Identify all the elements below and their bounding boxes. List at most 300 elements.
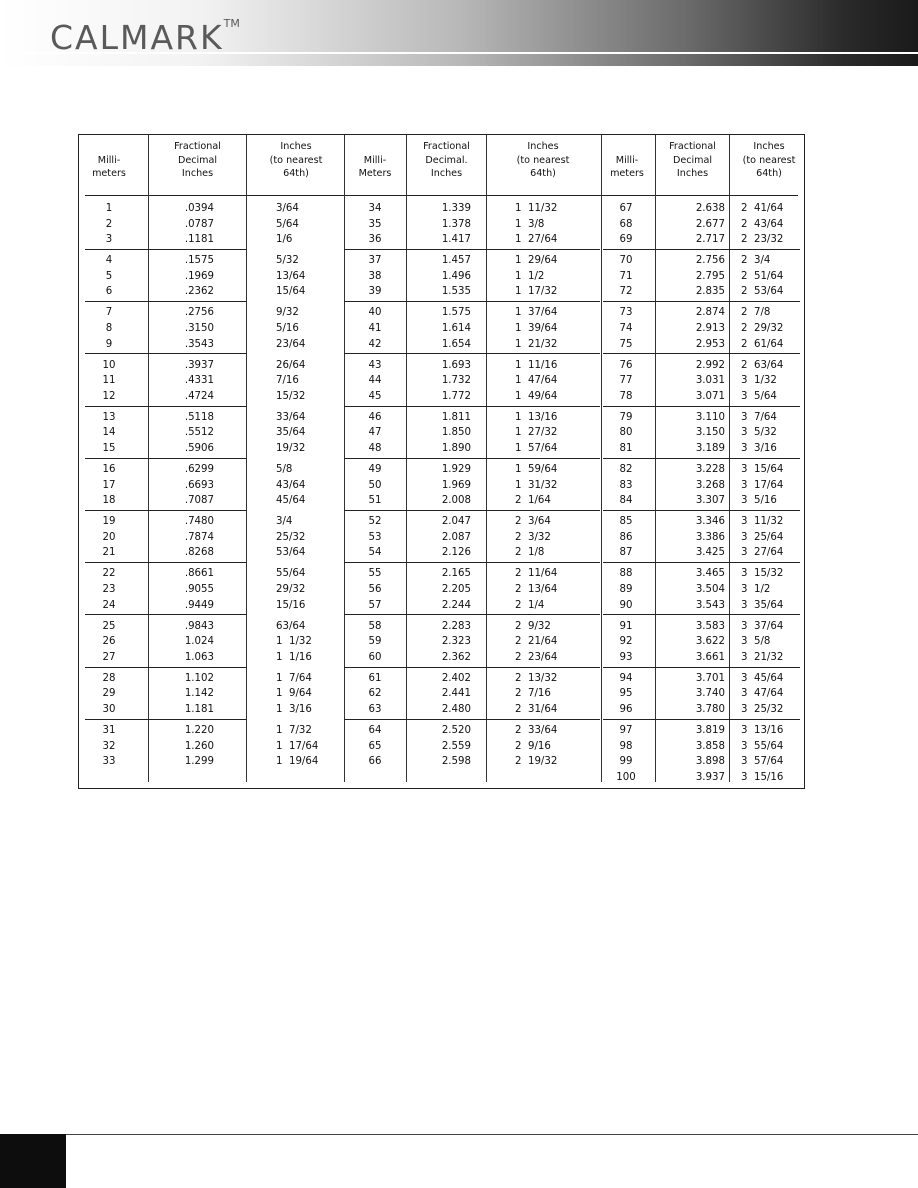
- group-separator: [85, 510, 247, 511]
- decimal-inches-cell: 2.362: [441, 651, 471, 663]
- millimeters-cell: 85: [619, 516, 633, 528]
- millimeters-cell: 75: [619, 338, 633, 350]
- decimal-inches-cell: 2.283: [441, 620, 471, 632]
- millimeters-cell: 13: [102, 411, 116, 423]
- decimal-inches-cell: 1.732: [441, 375, 471, 387]
- millimeters-cell: 98: [619, 740, 633, 752]
- millimeters-cell: 58: [368, 620, 382, 632]
- footer-block: [0, 1134, 66, 1188]
- decimal-inches-cell: 1.260: [184, 740, 214, 752]
- column-header-line: Meters: [358, 168, 392, 179]
- fraction-inches-cell: 2 9/32: [515, 620, 551, 632]
- decimal-inches-cell: 1.417: [441, 234, 471, 246]
- column-header-line: (to nearest: [742, 154, 796, 166]
- group-separator: [85, 562, 247, 563]
- decimal-inches-cell: 3.031: [695, 375, 725, 387]
- fraction-inches-cell: 3 57/64: [741, 756, 784, 768]
- fraction-inches-cell: 3 15/32: [741, 568, 784, 580]
- millimeters-cell: 77: [619, 375, 633, 387]
- millimeters-cell: 62: [368, 688, 382, 700]
- decimal-inches-cell: 1.850: [441, 427, 471, 439]
- group-separator: [85, 614, 247, 615]
- millimeters-cell: 34: [368, 203, 382, 214]
- millimeters-cell: 53: [368, 531, 382, 543]
- decimal-inches-cell: .2756: [184, 307, 214, 319]
- millimeters-cell: 97: [619, 725, 633, 736]
- group-separator: [603, 614, 800, 615]
- column-header-line: Fractional: [669, 141, 716, 152]
- fraction-inches-cell: 1 3/16: [276, 703, 312, 715]
- decimal-inches-cell: 1.181: [184, 703, 214, 715]
- millimeters-cell: 31: [102, 725, 116, 736]
- table-row-group: [79, 305, 804, 356]
- millimeters-cell: 7: [105, 307, 113, 319]
- millimeters-cell: 71: [619, 270, 633, 282]
- millimeters-cell: 56: [368, 583, 382, 595]
- fraction-inches-cell: 3 15/64: [741, 464, 784, 475]
- group-separator: [344, 301, 600, 302]
- decimal-inches-cell: 2.205: [441, 583, 471, 595]
- column-header: [344, 154, 406, 181]
- column-header-line: 64th): [283, 168, 309, 179]
- decimal-inches-cell: 2.047: [441, 516, 471, 528]
- group-separator: [603, 667, 800, 668]
- fraction-inches-cell: 1 7/64: [276, 672, 312, 684]
- decimal-inches-cell: .0787: [184, 218, 214, 230]
- group-separator: [85, 406, 247, 407]
- fraction-inches-cell: 3 5/64: [741, 390, 777, 402]
- fraction-inches-cell: 2 21/64: [515, 636, 558, 648]
- decimal-inches-cell: 2.480: [441, 703, 471, 715]
- group-separator: [344, 667, 600, 668]
- fraction-inches-cell: 3 5/32: [741, 427, 777, 439]
- column-header-line: Inches: [181, 168, 214, 179]
- millimeters-cell: 36: [368, 234, 382, 246]
- column-header-line: Milli-: [615, 154, 639, 166]
- fraction-inches-cell: 1 13/16: [515, 411, 558, 423]
- fraction-inches-cell: 2 31/64: [515, 703, 558, 715]
- decimal-inches-cell: .9449: [184, 599, 214, 611]
- decimal-inches-cell: 3.583: [695, 620, 725, 632]
- column-header-line: Milli-: [363, 154, 387, 166]
- decimal-inches-cell: 2.795: [695, 270, 725, 282]
- group-separator: [85, 458, 247, 459]
- fraction-inches-cell: 5/32: [276, 255, 299, 267]
- decimal-inches-cell: 2.638: [695, 203, 725, 214]
- column-header-line: Decimal: [672, 154, 713, 166]
- millimeters-cell: 41: [368, 322, 382, 334]
- fraction-inches-cell: 9/32: [276, 307, 299, 319]
- group-separator: [603, 719, 800, 720]
- decimal-inches-cell: 2.756: [695, 255, 725, 267]
- fraction-inches-cell: 1/6: [276, 234, 293, 246]
- decimal-inches-cell: 1.614: [441, 322, 471, 334]
- millimeters-cell: 19: [102, 516, 116, 528]
- column-header-line: Inches: [527, 141, 559, 152]
- millimeters-cell: 65: [368, 740, 382, 752]
- decimal-inches-cell: .8661: [184, 568, 214, 580]
- table-row-group: [79, 253, 804, 304]
- millimeters-cell: 89: [619, 583, 633, 595]
- column-header-line: Inches: [280, 141, 312, 152]
- fraction-inches-cell: 3/64: [276, 203, 299, 214]
- fraction-inches-cell: 5/16: [276, 322, 299, 334]
- column-header: [599, 154, 655, 181]
- fraction-inches-cell: 2 1/64: [515, 495, 551, 507]
- fraction-inches-cell: 1 9/64: [276, 688, 312, 700]
- millimeters-cell: 8: [105, 322, 113, 334]
- decimal-inches-cell: 2.559: [441, 740, 471, 752]
- fraction-inches-cell: 1 1/32: [276, 636, 312, 648]
- footer-rule: [66, 1134, 918, 1135]
- decimal-inches-cell: .5512: [184, 427, 214, 439]
- group-separator: [603, 353, 800, 354]
- decimal-inches-cell: 3.189: [695, 442, 725, 454]
- millimeters-cell: 83: [619, 479, 633, 491]
- column-header: [79, 154, 139, 181]
- fraction-inches-cell: 29/32: [276, 583, 306, 595]
- decimal-inches-cell: .9055: [184, 583, 214, 595]
- decimal-inches-cell: .4724: [184, 390, 214, 402]
- millimeters-cell: 29: [102, 688, 116, 700]
- decimal-inches-cell: 3.268: [695, 479, 725, 491]
- trademark-symbol: TM: [223, 17, 240, 30]
- millimeters-cell: 59: [368, 636, 382, 648]
- decimal-inches-cell: 2.323: [441, 636, 471, 648]
- fraction-inches-cell: 53/64: [276, 547, 306, 559]
- millimeters-cell: 30: [102, 703, 116, 715]
- decimal-inches-cell: .7874: [184, 531, 214, 543]
- table-row-group: [79, 358, 804, 409]
- decimal-inches-cell: 1.024: [184, 636, 214, 648]
- fraction-inches-cell: 1 31/32: [515, 479, 558, 491]
- millimeters-cell: 94: [619, 672, 633, 684]
- decimal-inches-cell: 3.701: [695, 672, 725, 684]
- millimeters-cell: 6: [105, 286, 113, 298]
- fraction-inches-cell: 1 37/64: [515, 307, 558, 319]
- decimal-inches-cell: 2.402: [441, 672, 471, 684]
- fraction-inches-cell: 2 61/64: [741, 338, 784, 350]
- table-row-group: [79, 514, 804, 565]
- fraction-inches-cell: 2 3/32: [515, 531, 551, 543]
- fraction-inches-cell: 35/64: [276, 427, 306, 439]
- millimeters-cell: 73: [619, 307, 633, 319]
- millimeters-cell: 50: [368, 479, 382, 491]
- decimal-inches-cell: 1.378: [441, 218, 471, 230]
- millimeters-cell: 79: [619, 411, 633, 423]
- millimeters-cell: 49: [368, 464, 382, 475]
- millimeters-cell: 28: [102, 672, 116, 684]
- millimeters-cell: 15: [102, 442, 116, 454]
- decimal-inches-cell: 2.126: [441, 547, 471, 559]
- millimeters-cell: 72: [619, 286, 633, 298]
- fraction-inches-cell: 2 9/16: [515, 740, 551, 752]
- millimeters-cell: 70: [619, 255, 633, 267]
- decimal-inches-cell: 1.575: [441, 307, 471, 319]
- column-divider: [601, 135, 602, 782]
- fraction-inches-cell: 3 1/32: [741, 375, 777, 387]
- fraction-inches-cell: 1 47/64: [515, 375, 558, 387]
- header-separator: [85, 195, 798, 196]
- millimeters-cell: 68: [619, 218, 633, 230]
- millimeters-cell: 4: [105, 255, 113, 267]
- group-separator: [85, 353, 247, 354]
- decimal-inches-cell: 1.811: [441, 411, 471, 423]
- fraction-inches-cell: 3 35/64: [741, 599, 784, 611]
- millimeters-cell: 18: [102, 495, 116, 507]
- group-separator: [344, 458, 600, 459]
- millimeters-cell: 48: [368, 442, 382, 454]
- decimal-inches-cell: .6299: [184, 464, 214, 475]
- decimal-inches-cell: 3.071: [695, 390, 725, 402]
- decimal-inches-cell: 3.898: [695, 756, 725, 768]
- column-header: [407, 140, 486, 181]
- decimal-inches-cell: 2.874: [695, 307, 725, 319]
- fraction-inches-cell: 15/16: [276, 599, 306, 611]
- table-row-group: [79, 671, 804, 722]
- millimeters-cell: 63: [368, 703, 382, 715]
- decimal-inches-cell: 1.929: [441, 464, 471, 475]
- millimeters-cell: 55: [368, 568, 382, 580]
- decimal-inches-cell: 1.220: [184, 725, 214, 736]
- decimal-inches-cell: 2.165: [441, 568, 471, 580]
- column-header-line: Inches: [753, 141, 785, 152]
- millimeters-cell: 100: [616, 771, 636, 783]
- decimal-inches-cell: .5118: [184, 411, 214, 423]
- millimeters-cell: 52: [368, 516, 382, 528]
- millimeters-cell: 57: [368, 599, 382, 611]
- decimal-inches-cell: 2.598: [441, 756, 471, 768]
- table-row-group: [79, 410, 804, 461]
- millimeters-cell: 23: [102, 583, 116, 595]
- millimeters-cell: 43: [368, 359, 382, 371]
- millimeters-cell: 64: [368, 725, 382, 736]
- decimal-inches-cell: 1.969: [441, 479, 471, 491]
- millimeters-cell: 20: [102, 531, 116, 543]
- decimal-inches-cell: 2.913: [695, 322, 725, 334]
- group-separator: [603, 510, 800, 511]
- group-separator: [603, 458, 800, 459]
- millimeters-cell: 33: [102, 756, 116, 768]
- millimeters-cell: 45: [368, 390, 382, 402]
- fraction-inches-cell: 3 5/16: [741, 495, 777, 507]
- fraction-inches-cell: 1 3/8: [515, 218, 545, 230]
- column-header-line: Inches: [430, 168, 463, 179]
- group-separator: [344, 719, 600, 720]
- decimal-inches-cell: .5906: [184, 442, 214, 454]
- millimeters-cell: 87: [619, 547, 633, 559]
- fraction-inches-cell: 1 11/32: [515, 203, 558, 214]
- fraction-inches-cell: 1 17/64: [276, 740, 319, 752]
- column-header-line: (to nearest: [269, 154, 323, 166]
- fraction-inches-cell: 1 39/64: [515, 322, 558, 334]
- fraction-inches-cell: 2 3/4: [741, 255, 771, 267]
- decimal-inches-cell: 3.740: [695, 688, 725, 700]
- group-separator: [603, 301, 800, 302]
- group-separator: [344, 406, 600, 407]
- decimal-inches-cell: .7087: [184, 495, 214, 507]
- fraction-inches-cell: 2 13/32: [515, 672, 558, 684]
- fraction-inches-cell: 3 27/64: [741, 547, 784, 559]
- decimal-inches-cell: 1.890: [441, 442, 471, 454]
- fraction-inches-cell: 2 51/64: [741, 270, 784, 282]
- millimeters-cell: 1: [105, 203, 113, 214]
- column-header: [734, 140, 804, 181]
- decimal-inches-cell: 3.150: [695, 427, 725, 439]
- decimal-inches-cell: 2.244: [441, 599, 471, 611]
- group-separator: [344, 562, 600, 563]
- column-header-line: Fractional: [423, 141, 470, 152]
- decimal-inches-cell: 3.110: [695, 411, 725, 423]
- fraction-inches-cell: 1 27/32: [515, 427, 558, 439]
- decimal-inches-cell: 1.063: [184, 651, 214, 663]
- millimeters-cell: 10: [102, 359, 116, 371]
- millimeters-cell: 61: [368, 672, 382, 684]
- decimal-inches-cell: 2.992: [695, 359, 725, 371]
- fraction-inches-cell: 3 7/64: [741, 411, 777, 423]
- millimeters-cell: 80: [619, 427, 633, 439]
- decimal-inches-cell: .3937: [184, 359, 214, 371]
- fraction-inches-cell: 2 63/64: [741, 359, 784, 371]
- brand-name: CALMARK: [50, 18, 224, 57]
- fraction-inches-cell: 2 7/8: [741, 307, 771, 319]
- decimal-inches-cell: 3.346: [695, 516, 725, 528]
- millimeters-cell: 42: [368, 338, 382, 350]
- millimeters-cell: 27: [102, 651, 116, 663]
- fraction-inches-cell: 1 1/16: [276, 651, 312, 663]
- millimeters-cell: 12: [102, 390, 116, 402]
- millimeters-cell: 91: [619, 620, 633, 632]
- fraction-inches-cell: 3 55/64: [741, 740, 784, 752]
- column-header-line: Decimal: [177, 154, 218, 166]
- fraction-inches-cell: 2 43/64: [741, 218, 784, 230]
- column-header-line: 64th): [530, 168, 556, 179]
- decimal-inches-cell: 3.780: [695, 703, 725, 715]
- column-header-line: Decimal.: [425, 154, 468, 166]
- decimal-inches-cell: 2.717: [695, 234, 725, 246]
- group-separator: [85, 667, 247, 668]
- decimal-inches-cell: .3543: [184, 338, 214, 350]
- millimeters-cell: 35: [368, 218, 382, 230]
- millimeters-cell: 90: [619, 599, 633, 611]
- millimeters-cell: 44: [368, 375, 382, 387]
- decimal-inches-cell: .4331: [184, 375, 214, 387]
- decimal-inches-cell: 2.087: [441, 531, 471, 543]
- millimeters-cell: 46: [368, 411, 382, 423]
- fraction-inches-cell: 1 27/64: [515, 234, 558, 246]
- fraction-inches-cell: 2 13/64: [515, 583, 558, 595]
- millimeters-cell: 81: [619, 442, 633, 454]
- fraction-inches-cell: 1 7/32: [276, 725, 312, 736]
- decimal-inches-cell: .0394: [184, 203, 214, 214]
- fraction-inches-cell: 2 29/32: [741, 322, 784, 334]
- table-row-group: [79, 619, 804, 670]
- fraction-inches-cell: 7/16: [276, 375, 299, 387]
- fraction-inches-cell: 3/4: [276, 516, 293, 528]
- millimeters-cell: 5: [105, 270, 113, 282]
- group-separator: [603, 406, 800, 407]
- fraction-inches-cell: 3 25/64: [741, 531, 784, 543]
- fraction-inches-cell: 33/64: [276, 411, 306, 423]
- column-header-line: Fractional: [174, 141, 221, 152]
- fraction-inches-cell: 1 57/64: [515, 442, 558, 454]
- fraction-inches-cell: 3 37/64: [741, 620, 784, 632]
- decimal-inches-cell: 1.299: [184, 756, 214, 768]
- fraction-inches-cell: 13/64: [276, 270, 306, 282]
- column-header-line: (to nearest: [516, 154, 570, 166]
- fraction-inches-cell: 1 11/16: [515, 359, 558, 371]
- millimeters-cell: 96: [619, 703, 633, 715]
- decimal-inches-cell: 2.441: [441, 688, 471, 700]
- group-separator: [603, 249, 800, 250]
- decimal-inches-cell: .1969: [184, 270, 214, 282]
- millimeters-cell: 26: [102, 636, 116, 648]
- column-header-line: Milli-: [97, 154, 121, 166]
- millimeters-cell: 47: [368, 427, 382, 439]
- column-header-line: meters: [92, 168, 126, 179]
- fraction-inches-cell: 26/64: [276, 359, 306, 371]
- decimal-inches-cell: 1.654: [441, 338, 471, 350]
- column-header: [149, 140, 246, 181]
- decimal-inches-cell: .2362: [184, 286, 214, 298]
- millimeters-cell: 14: [102, 427, 116, 439]
- fraction-inches-cell: 15/32: [276, 390, 306, 402]
- fraction-inches-cell: 1 19/64: [276, 756, 319, 768]
- table-row-group: [79, 201, 804, 252]
- decimal-inches-cell: 2.953: [695, 338, 725, 350]
- fraction-inches-cell: 15/64: [276, 286, 306, 298]
- group-separator: [85, 301, 247, 302]
- millimeters-cell: 24: [102, 599, 116, 611]
- decimal-inches-cell: 1.102: [184, 672, 214, 684]
- fraction-inches-cell: 3 45/64: [741, 672, 784, 684]
- fraction-inches-cell: 63/64: [276, 620, 306, 632]
- decimal-inches-cell: 2.677: [695, 218, 725, 230]
- fraction-inches-cell: 2 1/4: [515, 599, 545, 611]
- millimeters-cell: 78: [619, 390, 633, 402]
- fraction-inches-cell: 1 59/64: [515, 464, 558, 475]
- millimeters-cell: 9: [105, 338, 113, 350]
- fraction-inches-cell: 45/64: [276, 495, 306, 507]
- millimeters-cell: 17: [102, 479, 116, 491]
- millimeters-cell: 93: [619, 651, 633, 663]
- fraction-inches-cell: 1 17/32: [515, 286, 558, 298]
- fraction-inches-cell: 3 47/64: [741, 688, 784, 700]
- millimeters-cell: 39: [368, 286, 382, 298]
- conversion-table: [78, 134, 805, 789]
- decimal-inches-cell: .1575: [184, 255, 214, 267]
- decimal-inches-cell: 3.465: [695, 568, 725, 580]
- decimal-inches-cell: 3.228: [695, 464, 725, 475]
- millimeters-cell: 3: [105, 234, 113, 246]
- fraction-inches-cell: 3 1/2: [741, 583, 771, 595]
- decimal-inches-cell: .6693: [184, 479, 214, 491]
- millimeters-cell: 74: [619, 322, 633, 334]
- millimeters-cell: 99: [619, 756, 633, 768]
- millimeters-cell: 82: [619, 464, 633, 475]
- fraction-inches-cell: 2 7/16: [515, 688, 551, 700]
- table-row-group: [79, 566, 804, 617]
- group-separator: [344, 614, 600, 615]
- fraction-inches-cell: 5/8: [276, 464, 293, 475]
- fraction-inches-cell: 3 13/16: [741, 725, 784, 736]
- decimal-inches-cell: .1181: [184, 234, 214, 246]
- fraction-inches-cell: 19/32: [276, 442, 306, 454]
- column-header-line: meters: [610, 168, 644, 179]
- millimeters-cell: 95: [619, 688, 633, 700]
- fraction-inches-cell: 3 25/32: [741, 703, 784, 715]
- decimal-inches-cell: 3.937: [695, 771, 725, 783]
